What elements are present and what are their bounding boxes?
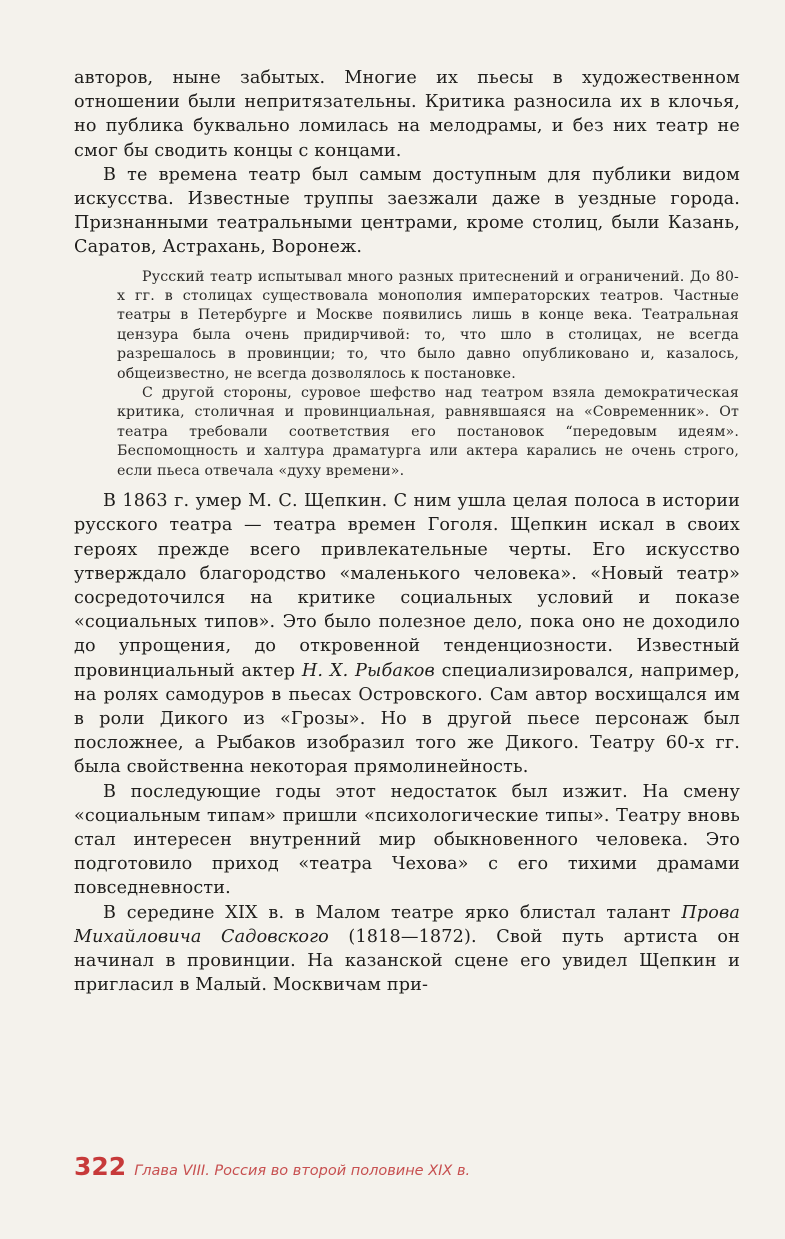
paragraph-psychological-types: В последующие годы этот недостаток был изжит. На смену «социальным типам» пришли «психологические типы». Театру вновь стал интересен внутренний мир обыкновенного человека. Это подготовило приход «театра Чехова» с его тихими драмами повседневности. [74,781,740,899]
small-paragraph-censorship: Русский театр испытывал много разных притеснений и ограничений. До 80-х гг. в столицах существовала монополия императорских театров. Частные театры в Петербурге и Москве появились лишь в конце века. Театральная цензура была очень придирчивой: то, что шло в столицах, не всегда разрешалось в провинции; то, что было давно опубликовано и, казалось, общеизвестно, не всегда дозволялось к постановке. [117,268,739,382]
page-footer [74,1152,470,1181]
paragraph-continued: авторов, ныне забытых. Многие их пьесы в художественном отношении были непритязательны. Критика разносила их в клочья, но публика буквально ломилась на мелодрамы, и без них театр не смог бы сводить концы с концами. [74,68,740,161]
small-print-block [117,268,739,481]
page-number: 322 [74,1152,127,1181]
main-text [74,66,740,997]
chapter-title: Глава VIII. Россия во второй половине XIX в. [134,1163,471,1179]
person-name-rybakov: Н. Х. Рыбаков [301,660,435,681]
paragraph-sadovsky: В середине XIX в. в Малом театре ярко блистал талант Прова Михайловича Садовского (1818—1872). Свой путь артиста он начинал в провинции. На казанской сцене его увидел Щепкин и пригласил в Малый. Москвичам при- [74,902,740,996]
paragraph-theatre-access: В те времена театр был самым доступным для публики видом искусства. Известные труппы заезжали даже в уездные города. Признанными театральными центрами, кроме столиц, были Казань, Саратов, Астрахань, Воронеж. [74,164,740,258]
small-paragraph-criticism: С другой стороны, суровое шефство над театром взяла демократическая критика, столичная и провинциальная, равнявшаяся на «Современник». От театра требовали соответствия его постановок “передовым идеям». Беспомощность и халтура драматурга или актера карались не очень строго, если пьеса отвечала «духу времени». [117,385,739,479]
person-name-sadovsky: Прова Михайловича Садовского [74,902,740,947]
paragraph-shchepkin: В 1863 г. умер М. С. Щепкин. С ним ушла целая полоса в истории русского театра — театра времен Гоголя. Щепкин искал в своих героях прежде всего привлекательные черты. Его искусство утверждало благородство «маленького человека». «Новый театр» сосредоточился на критике социальных условий и показе «социальных типов». Это было полезное дело, пока оно не доходило до упрощения, до откровенной тенденциозности. Известный провинциальный актер Н. Х. Рыбаков специализировался, например, на ролях самодуров в пьесах Островского. Сам автор восхищался им в роли Дикого из «Грозы». Но в другой пьесе персонаж был посложнее, а Рыбаков изобразил того же Дикого. Театру 60-х гг. была свойственна некоторая прямолинейность. [74,491,740,778]
